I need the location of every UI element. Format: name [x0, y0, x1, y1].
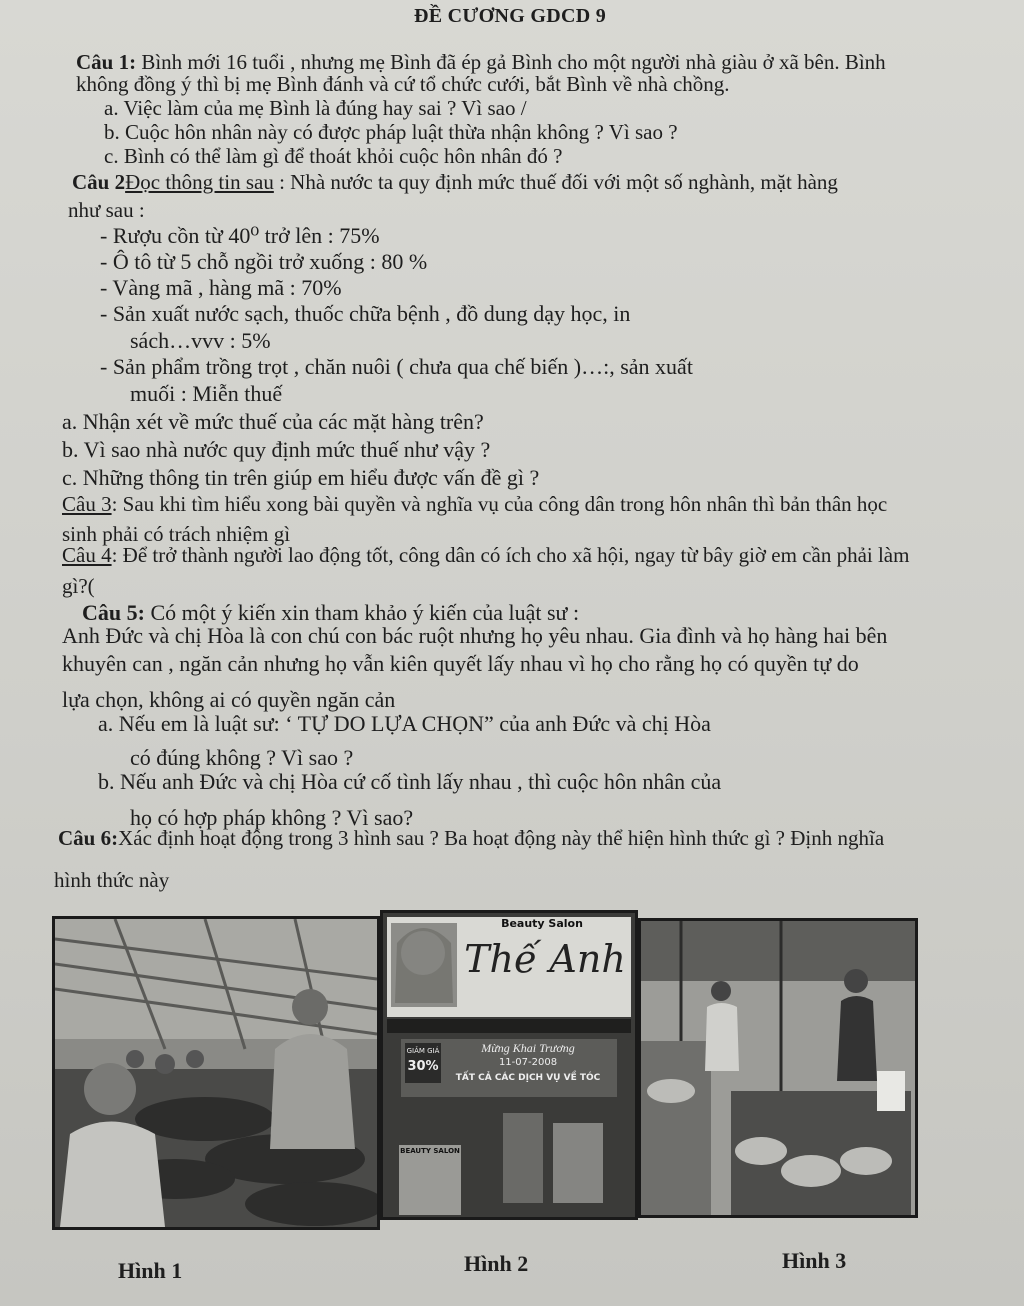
salon-discount-label: GIẢM GIÁ — [406, 1047, 440, 1055]
figure-3-caption: Hình 3 — [782, 1248, 847, 1273]
q2-c: c. Những thông tin trên giúp em hiểu được vấn đề gì ? — [62, 465, 540, 490]
q2-item-4-cont: sách…vvv : 5% — [130, 328, 271, 353]
q3-line-1 — [62, 492, 887, 516]
q4-line-1 — [62, 543, 909, 567]
q2-item-2: - Ô tô từ 5 chỗ ngồi trở xuống : 80 % — [100, 249, 428, 274]
q5-line-4: lựa chọn, không ai có quyền ngăn cản — [62, 687, 396, 712]
salon-discount: 30% — [407, 1059, 439, 1074]
figure-2-caption: Hình 2 — [464, 1251, 529, 1276]
q5-line-3: khuyên can , ngăn cản nhưng họ vẫn kiên quyết lấy nhau vì họ cho rằng họ có quyền tự do — [62, 651, 859, 676]
q2-line-1 — [72, 170, 838, 194]
figure-3-image — [641, 921, 915, 1215]
q1-a: a. Việc làm của mẹ Bình là đúng hay sai ? Vì sao / — [104, 96, 527, 120]
salon-banner-date: 11-07-2008 — [498, 1057, 558, 1068]
q1-text-1: Bình mới 16 tuổi , nhưng mẹ Bình đã ép gả Bình cho một người nhà giàu ở xã bên. Bình — [136, 50, 886, 74]
q6-line-1 — [58, 826, 884, 850]
q1-line-2: không đồng ý thì bị mẹ Bình đánh và cứ tổ chức cưới, bắt Bình về nhà chồng. — [76, 72, 730, 96]
salon-banner-services: TẤT CẢ CÁC DỊCH VỤ VỀ TÓC — [455, 1073, 601, 1083]
q2-item-1: - Rượu cồn từ 40⁰ trở lên : 75% — [100, 223, 380, 248]
q6-line-2: hình thức này — [54, 868, 170, 892]
q1-b: b. Cuộc hôn nhân này có được pháp luật thừa nhận không ? Vì sao ? — [104, 120, 678, 144]
q2-item-3: - Vàng mã , hàng mã : 70% — [100, 275, 342, 300]
q5-line-2: Anh Đức và chị Hòa là con chú con bác ruột nhưng họ yêu nhau. Gia đình và họ hàng hai bên — [62, 623, 888, 648]
q5-a-1: a. Nếu em là luật sư: ‘ TỰ DO LỰA CHỌN” của anh Đức và chị Hòa — [98, 711, 711, 736]
q1-label: Câu 1: — [76, 50, 137, 74]
q5-b-2: họ có hợp pháp không ? Vì sao? — [130, 805, 414, 830]
q4-text-1: : Để trở thành người lao động tốt, công dân có ích cho xã hội, ngay từ bây giờ em cần phải làm — [111, 543, 910, 567]
q2-line-2: như sau : — [68, 198, 145, 222]
q1-line-1 — [76, 50, 886, 74]
q6-text-1: Xác định hoạt động trong 3 hình sau ? Ba hoạt động này thể hiện hình thức gì ? Định nghĩa — [118, 826, 885, 850]
q2-link-text: Đọc thông tin sau — [125, 170, 274, 194]
q5-a-2: có đúng không ? Vì sao ? — [130, 745, 354, 770]
figure-1-photo — [52, 916, 380, 1230]
q1-c: c. Bình có thể làm gì để thoát khỏi cuộc hôn nhân đó ? — [104, 144, 563, 168]
q5-text-1: Có một ý kiến xin tham khảo ý kiến của luật sư : — [144, 600, 580, 625]
q4-line-2: gì?( — [62, 574, 95, 598]
salon-small-sign: BEAUTY SALON — [400, 1147, 460, 1155]
q5-line-1 — [82, 601, 579, 625]
figure-3-photo — [638, 918, 918, 1218]
q2-label: Câu 2 — [72, 170, 126, 194]
q2-item-5: - Sản phẩm trồng trọt , chăn nuôi ( chưa qua chế biến )…:, sản xuất — [100, 354, 693, 379]
figure-1-image — [55, 919, 377, 1227]
q3-text-1: : Sau khi tìm hiểu xong bài quyền và nghĩa vụ của công dân trong hôn nhân thì bản thân học — [111, 492, 888, 516]
q2-text-1: : Nhà nước ta quy định mức thuế đối với một số nghành, mặt hàng — [273, 170, 838, 194]
q2-item-4: - Sản xuất nước sạch, thuốc chữa bệnh , đồ dung dạy học, in — [100, 301, 631, 326]
figure-1-caption: Hình 1 — [118, 1258, 183, 1283]
q3-label: Câu 3 — [62, 492, 112, 516]
salon-sign-name: Thế Anh — [464, 937, 626, 981]
q2-item-5-cont: muối : Miễn thuế — [130, 381, 283, 406]
document-title: ĐỀ CƯƠNG GDCD 9 — [414, 5, 607, 27]
q5-label: Câu 5: — [82, 600, 145, 625]
salon-banner-title: Mừng Khai Trương — [481, 1041, 575, 1055]
q6-label: Câu 6: — [58, 826, 119, 850]
salon-sign-top: Beauty Salon — [501, 917, 583, 930]
figure-2-photo — [380, 910, 638, 1220]
q5-b-1: b. Nếu anh Đức và chị Hòa cứ cố tình lấy nhau , thì cuộc hôn nhân của — [98, 769, 722, 794]
q2-a: a. Nhận xét về mức thuế của các mặt hàng trên? — [62, 409, 484, 434]
q4-label: Câu 4 — [62, 543, 112, 567]
q3-line-2: sinh phải có trách nhiệm gì — [62, 522, 291, 546]
q2-b: b. Vì sao nhà nước quy định mức thuế như vậy ? — [62, 437, 491, 462]
